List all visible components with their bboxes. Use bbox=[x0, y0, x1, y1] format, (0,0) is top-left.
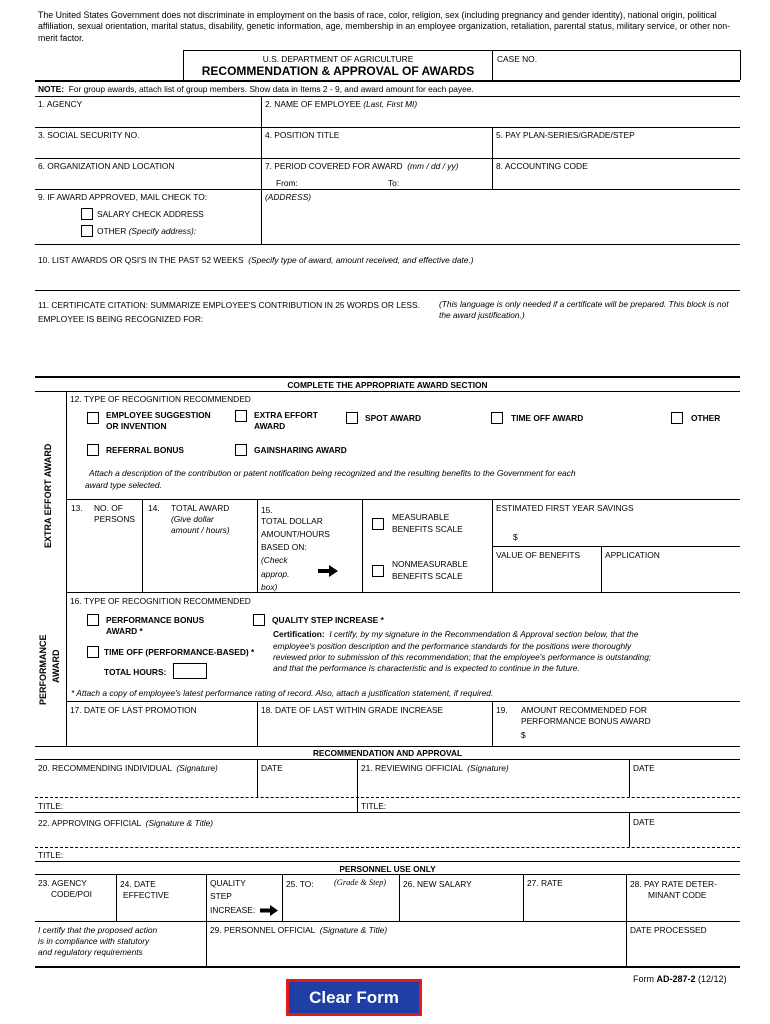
time-off-award-checkbox[interactable] bbox=[491, 412, 503, 424]
item19-label-1: AMOUNT RECOMMENDED FOR bbox=[521, 705, 647, 715]
extra-effort-side-label: EXTRA EFFORT AWARD bbox=[43, 443, 53, 548]
field-mail-check-label: 9. IF AWARD APPROVED, MAIL CHECK TO: bbox=[38, 192, 208, 202]
item15-label-1: TOTAL DOLLAR bbox=[261, 516, 323, 526]
field-agency-label: 1. AGENCY bbox=[38, 99, 83, 109]
other-hint: (Specify address): bbox=[128, 226, 197, 236]
approving-official bbox=[38, 818, 213, 828]
date-processed-label: DATE PROCESSED bbox=[630, 925, 707, 935]
recommendation-heading: RECOMMENDATION AND APPROVAL bbox=[312, 748, 463, 758]
citation-label-2: EMPLOYEE IS BEING RECOGNIZED FOR: bbox=[38, 314, 204, 324]
item19-dollar: $ bbox=[521, 730, 526, 740]
reviewing-signature-hint: (Signature) bbox=[467, 763, 509, 773]
employee-suggestion-checkbox[interactable] bbox=[87, 412, 99, 424]
type12-label: 12. TYPE OF RECOGNITION RECOMMENDED bbox=[70, 394, 251, 404]
application-label: APPLICATION bbox=[605, 550, 660, 560]
field-period-label bbox=[265, 161, 458, 171]
agency-code-label-2: CODE/POI bbox=[51, 889, 92, 899]
approving-title-label: TITLE: bbox=[38, 850, 64, 860]
time-off-award-label: TIME OFF AWARD bbox=[511, 413, 584, 423]
item15-label-2: AMOUNT/HOURS bbox=[261, 529, 330, 539]
new-salary-label: 26. NEW SALARY bbox=[403, 879, 472, 889]
last-promotion-label: 17. DATE OF LAST PROMOTION bbox=[70, 705, 197, 715]
other-award-label: OTHER bbox=[691, 413, 721, 423]
referral-bonus-label: REFERRAL BONUS bbox=[106, 445, 185, 455]
gainsharing-checkbox[interactable] bbox=[235, 444, 247, 456]
item19-num: 19. bbox=[496, 705, 508, 715]
attach-description-2: award type selected. bbox=[85, 480, 162, 490]
field-pay-plan-label: 5. PAY PLAN-SERIES/GRADE/STEP bbox=[496, 130, 635, 140]
total-hours-label: TOTAL HOURS: bbox=[104, 667, 167, 677]
reviewing-label: 21. REVIEWING OFFICIAL bbox=[361, 763, 463, 773]
dept-name: U.S. DEPARTMENT OF AGRICULTURE bbox=[262, 54, 414, 64]
other-label: OTHER bbox=[97, 226, 127, 236]
period-from-label: From: bbox=[276, 178, 298, 188]
attach-performance-note: * Attach a copy of employee's latest performance rating of record. Also, attach a justification statement, if required. bbox=[71, 688, 494, 698]
time-off-performance-checkbox[interactable] bbox=[87, 646, 99, 658]
performance-bonus-checkbox[interactable] bbox=[87, 614, 99, 626]
est-savings-label: ESTIMATED FIRST YEAR SAVINGS bbox=[496, 503, 634, 513]
personnel-heading: PERSONNEL USE ONLY bbox=[339, 864, 436, 874]
certification-label: Certification: bbox=[273, 629, 325, 639]
item15-hint-1: (Check bbox=[261, 555, 288, 565]
reviewing-date-label: DATE bbox=[633, 763, 655, 773]
item15-num: 15. bbox=[261, 505, 273, 515]
performance-bonus-label-2: AWARD * bbox=[106, 626, 143, 636]
field-ssn-label: 3. SOCIAL SECURITY NO. bbox=[38, 130, 140, 140]
note bbox=[38, 84, 474, 94]
spot-award-checkbox[interactable] bbox=[346, 412, 358, 424]
certification-text-3: reviewed prior to submission of this recommendation; that the employee's performance is outstanding; bbox=[273, 652, 652, 662]
approving-label: 22. APPROVING OFFICIAL bbox=[38, 818, 142, 828]
est-savings-dollar: $ bbox=[513, 532, 518, 542]
quality-step-increase-checkbox[interactable] bbox=[253, 614, 265, 626]
item14-num: 14. bbox=[148, 503, 160, 513]
approving-date-label: DATE bbox=[633, 817, 655, 827]
total-award-hint-1: (Give dollar bbox=[171, 514, 214, 524]
nonmeasurable-checkbox[interactable] bbox=[372, 565, 384, 577]
date-effective-label-1: 24. DATE bbox=[120, 879, 156, 889]
certify-note-2: is in compliance with statutory bbox=[38, 936, 150, 946]
period-hint: (mm / dd / yy) bbox=[407, 161, 459, 171]
item13-num: 13. bbox=[71, 503, 83, 513]
item19-label-2: PERFORMANCE BONUS AWARD bbox=[521, 716, 651, 726]
performance-side-label-1: PERFORMANCE bbox=[38, 634, 48, 705]
approving-signature-hint: (Signature & Title) bbox=[145, 818, 214, 828]
employee-suggestion-label-2: OR INVENTION bbox=[106, 421, 167, 431]
field-org-location-label: 6. ORGANIZATION AND LOCATION bbox=[38, 161, 175, 171]
employee-name-label: 2. NAME OF EMPLOYEE bbox=[265, 99, 361, 109]
qsi-personnel-label-3: INCREASE: bbox=[210, 905, 256, 915]
list-awards-label: 10. LIST AWARDS OR QSI'S IN THE PAST 52 WEEKS bbox=[38, 255, 244, 265]
total-hours-input[interactable] bbox=[173, 663, 207, 679]
arrow-right-icon bbox=[318, 565, 338, 577]
qsi-personnel-label-2: STEP bbox=[210, 891, 232, 901]
list-awards-hint: (Specify type of award, amount received, and effective date.) bbox=[248, 255, 474, 265]
salary-check-checkbox[interactable] bbox=[81, 208, 93, 220]
total-award-label: TOTAL AWARD bbox=[171, 503, 230, 513]
reviewing-title-label: TITLE: bbox=[361, 801, 387, 811]
item15-hint-3: box) bbox=[261, 582, 278, 592]
last-wgi-label: 18. DATE OF LAST WITHIN GRADE INCREASE bbox=[261, 705, 444, 715]
date-effective-label-2: EFFECTIVE bbox=[123, 890, 170, 900]
agency-code-label-1: 23. AGENCY bbox=[38, 878, 87, 888]
recommending-title-label: TITLE: bbox=[38, 801, 64, 811]
salary-check-label: SALARY CHECK ADDRESS bbox=[97, 209, 204, 219]
citation-hint-2: the award justification.) bbox=[439, 310, 525, 320]
clear-form-button[interactable] bbox=[286, 979, 422, 1016]
arrow-right-icon bbox=[260, 905, 278, 916]
gainsharing-label: GAINSHARING AWARD bbox=[254, 445, 347, 455]
reviewing-official bbox=[361, 763, 509, 773]
pay-rate-label-1: 28. PAY RATE DETER- bbox=[630, 879, 717, 889]
employee-name-hint: (Last, First MI) bbox=[363, 99, 418, 109]
rate-label: 27. RATE bbox=[527, 878, 563, 888]
recommending-individual bbox=[38, 763, 218, 773]
certification-text-2: employee's position description and the performance standards for the positions were thoroughly bbox=[273, 641, 632, 651]
spot-award-label: SPOT AWARD bbox=[365, 413, 421, 423]
certification-text-4: and that the performance is characteristic and is expected to continue in the future. bbox=[273, 663, 580, 673]
recommending-label: 20. RECOMMENDING INDIVIDUAL bbox=[38, 763, 172, 773]
case-no-label: CASE NO. bbox=[497, 54, 538, 64]
extra-effort-checkbox[interactable] bbox=[235, 410, 247, 422]
form-prefix: Form bbox=[633, 974, 654, 984]
qsi-personnel-label-1: QUALITY bbox=[210, 878, 246, 888]
performance-bonus-label-1: PERFORMANCE BONUS bbox=[106, 615, 205, 625]
grade-step-hint: (Grade & Step) bbox=[334, 878, 387, 887]
total-award-hint-2: amount / hours) bbox=[171, 525, 230, 535]
performance-side-label-2: AWARD bbox=[51, 649, 61, 683]
personnel-official-hint: (Signature & Title) bbox=[319, 925, 388, 935]
measurable-label-2: BENEFITS SCALE bbox=[392, 524, 463, 534]
personnel-official-label: 29. PERSONNEL OFFICIAL bbox=[210, 925, 316, 935]
certify-note-3: and regulatory requirements bbox=[38, 947, 143, 957]
certify-note-1: I certify that the proposed action bbox=[38, 925, 158, 935]
measurable-label-1: MEASURABLE bbox=[392, 512, 450, 522]
note-label: NOTE: bbox=[38, 84, 65, 94]
recommending-signature-hint: (Signature) bbox=[176, 763, 218, 773]
extra-effort-label-2: AWARD bbox=[254, 421, 286, 431]
other-address-checkbox[interactable] bbox=[81, 225, 93, 237]
note-text: For group awards, attach list of group members. Show data in Items 2 - 9, and award amount for each payee. bbox=[68, 84, 474, 94]
measurable-checkbox[interactable] bbox=[372, 518, 384, 530]
disclaimer: The United States Government does not discriminate in employment on the basis of race, color, religion, sex (including pregnancy and gender identity), national origin, political affiliation, sexual orientation, marital status, disability, genetic information, age, membership in an employee organization, retaliation, parental status, military service, or other non-merit factor. bbox=[38, 10, 731, 43]
address-label: (ADDRESS) bbox=[265, 192, 312, 202]
type16-label: 16. TYPE OF RECOGNITION RECOMMENDED bbox=[70, 596, 251, 606]
citation-label-1: 11. CERTIFICATE CITATION: SUMMARIZE EMPLOYEE'S CONTRIBUTION IN 25 WORDS OR LESS. bbox=[38, 300, 420, 310]
value-benefits-label: VALUE OF BENEFITS bbox=[496, 550, 581, 560]
citation-hint-1: (This language is only needed if a certificate will be prepared. This block is not bbox=[439, 299, 729, 309]
form-number: AD-287-2 bbox=[656, 974, 696, 984]
employee-suggestion-label-1: EMPLOYEE SUGGESTION bbox=[106, 410, 211, 420]
item15-hint-2: approp. bbox=[261, 569, 290, 579]
nonmeasurable-label-1: NONMEASURABLE bbox=[392, 559, 468, 569]
no-persons-label-2: PERSONS bbox=[94, 514, 135, 524]
attach-description-1: Attach a description of the contribution or patent notification being recognized and the resulting benefits to the Government for each bbox=[89, 468, 576, 478]
item15-label-3: BASED ON: bbox=[261, 542, 307, 552]
form-title: RECOMMENDATION & APPROVAL OF AWARDS bbox=[201, 64, 475, 78]
other-award-checkbox[interactable] bbox=[671, 412, 683, 424]
qsi-label: QUALITY STEP INCREASE * bbox=[272, 615, 384, 625]
clear-form-label: Clear Form bbox=[289, 982, 419, 1013]
time-off-performance-label: TIME OFF (PERFORMANCE-BASED) * bbox=[104, 647, 255, 657]
other-address-label bbox=[97, 226, 196, 236]
to-grade-label: 25. TO: bbox=[286, 879, 314, 889]
no-persons-label-1: NO. OF bbox=[94, 503, 123, 513]
period-to-label: To: bbox=[388, 178, 400, 188]
form-date: (12/12) bbox=[698, 974, 727, 984]
referral-bonus-checkbox[interactable] bbox=[87, 444, 99, 456]
list-awards bbox=[38, 255, 474, 265]
field-accounting-code-label: 8. ACCOUNTING CODE bbox=[496, 161, 588, 171]
nonmeasurable-label-2: BENEFITS SCALE bbox=[392, 571, 463, 581]
award-section-heading: COMPLETE THE APPROPRIATE AWARD SECTION bbox=[287, 380, 488, 390]
field-employee-name-label bbox=[265, 99, 417, 109]
certification-text-1: I certify, by my signature in the Recommendation & Approval section below, that the bbox=[329, 629, 639, 639]
period-label: 7. PERIOD COVERED FOR AWARD bbox=[265, 161, 403, 171]
extra-effort-label-1: EXTRA EFFORT bbox=[254, 410, 318, 420]
pay-rate-label-2: MINANT CODE bbox=[648, 890, 707, 900]
recommending-date-label: DATE bbox=[261, 763, 283, 773]
personnel-official bbox=[210, 925, 387, 935]
field-position-title-label: 4. POSITION TITLE bbox=[265, 130, 340, 140]
form-id bbox=[633, 974, 727, 984]
